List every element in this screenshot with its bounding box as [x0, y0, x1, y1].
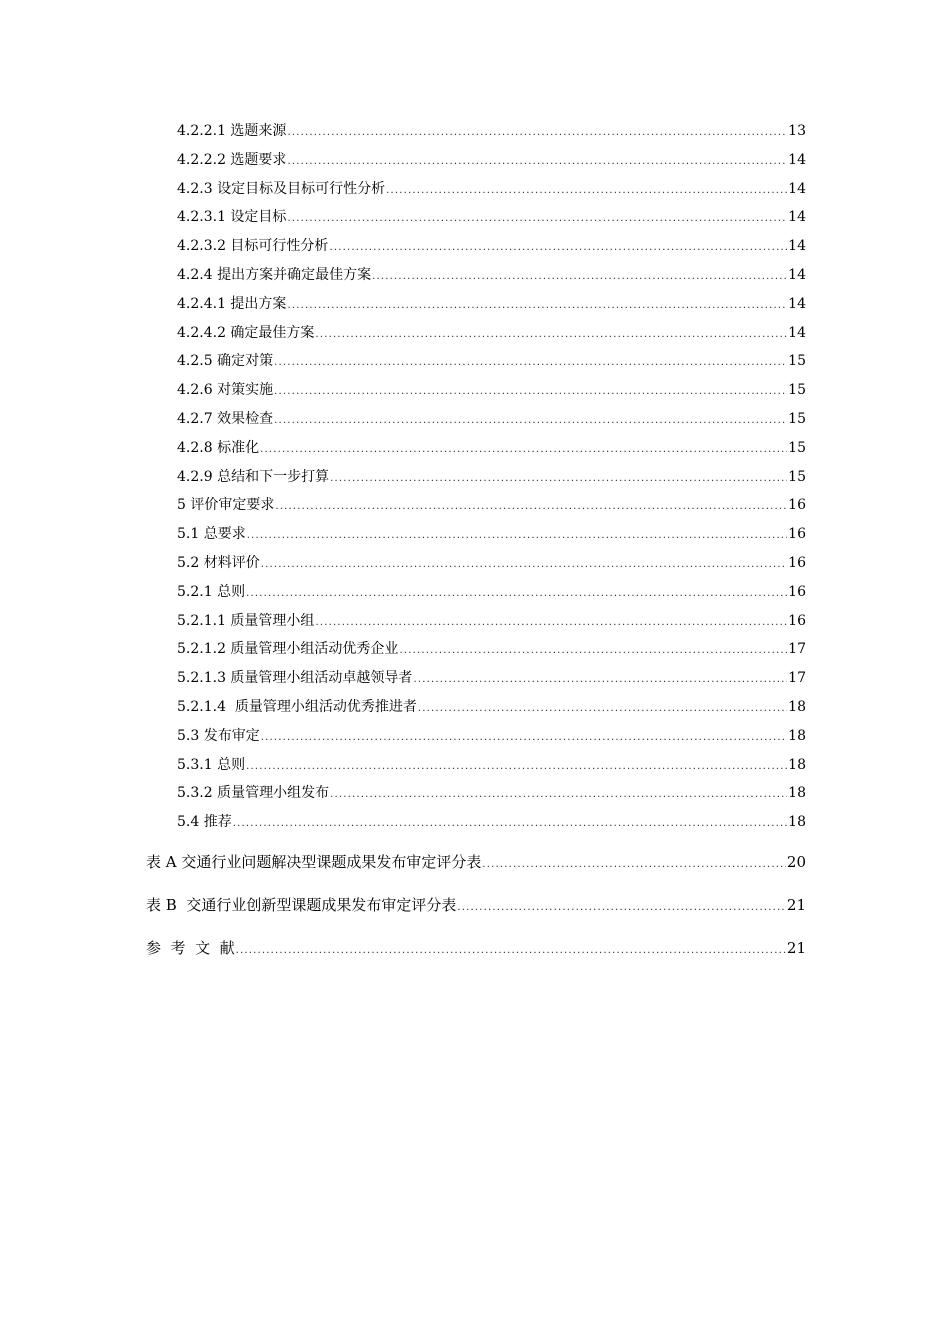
toc-entry-title: 5.2.1.3 质量管理小组活动卓越领导者 [177, 670, 413, 687]
toc-entry-page: 21 [786, 896, 806, 914]
toc-dot-leader [457, 896, 786, 920]
toc-entry-page: 15 [788, 382, 806, 399]
toc-entry[interactable] [177, 810, 806, 834]
toc-dot-leader [260, 438, 787, 462]
toc-dot-leader [315, 611, 787, 635]
toc-entry-title: 4.2.9 总结和下一步打算 [177, 468, 330, 485]
toc-entry-title: 4.2.8 标准化 [177, 439, 260, 456]
toc-entry-page: 18 [788, 699, 806, 715]
toc-entry-title: 4.2.3.2 目标可行性分析 [177, 238, 329, 255]
toc-entry-page: 16 [788, 612, 806, 629]
toc-dot-leader [233, 812, 787, 836]
toc-entry-title: 5 评价审定要求 [177, 497, 275, 514]
toc-entry-title: 5.2 材料评价 [177, 555, 260, 571]
toc-dot-leader [287, 294, 787, 318]
toc-appendix-entry[interactable] [146, 893, 806, 917]
toc-entry-title: 5.2.1.1 质量管理小组 [177, 612, 315, 629]
toc-entry-title: 5.3 发布审定 [177, 727, 260, 744]
toc-dot-leader [261, 553, 787, 577]
toc-entry[interactable] [177, 609, 806, 633]
toc-entry-page: 14 [788, 295, 806, 312]
toc-entry-title: 参 考 文 献 [146, 939, 235, 957]
toc-dot-leader [413, 668, 787, 692]
toc-entry-title: 5.2.1 总则 [177, 583, 246, 600]
toc-entry[interactable] [177, 321, 806, 345]
toc-entry[interactable] [177, 781, 806, 805]
toc-entry[interactable] [177, 378, 806, 402]
toc-dot-leader [287, 207, 787, 231]
toc-entry-page: 16 [788, 526, 806, 543]
toc-entry-title: 5.3.1 总则 [177, 756, 246, 773]
toc-entry-page: 20 [786, 853, 806, 871]
toc-entry-page: 14 [788, 267, 806, 283]
toc-entry[interactable] [177, 349, 806, 373]
toc-entry-page: 16 [788, 583, 806, 600]
toc-entry-page: 13 [788, 123, 806, 139]
toc-entry[interactable] [177, 234, 806, 258]
toc-entry-page: 17 [788, 641, 806, 658]
toc-entry-page: 18 [788, 727, 806, 744]
toc-entry-title: 5.2.1.2 质量管理小组活动优秀企业 [177, 641, 399, 658]
toc-entry-title: 5.3.2 质量管理小组发布 [177, 785, 330, 802]
toc-entry-title: 5.4 推荐 [177, 814, 232, 831]
toc-entry-title: 4.2.2.2 选题要求 [177, 151, 287, 168]
toc-entry-title: 4.2.4 提出方案并确定最佳方案 [177, 267, 372, 283]
toc-entry[interactable] [177, 753, 806, 777]
toc-entry-title: 4.2.2.1 选题来源 [177, 123, 287, 139]
toc-entry-title: 4.2.7 效果检查 [177, 411, 274, 427]
toc-entry-title: 5.1 总要求 [177, 526, 246, 543]
toc-entry[interactable] [177, 148, 806, 172]
toc-entry[interactable] [177, 205, 806, 229]
toc-dot-leader [330, 467, 787, 491]
toc-dot-leader [386, 179, 787, 203]
toc-dot-leader [236, 939, 786, 963]
toc-entry-page: 18 [788, 814, 806, 831]
toc-entry-page: 14 [788, 180, 806, 197]
toc-entry[interactable] [177, 493, 806, 517]
toc-entry-title: 表 A 交通行业问题解决型课题成果发布审定评分表 [146, 853, 482, 871]
toc-dot-leader [274, 380, 787, 404]
toc-entry-title: 4.2.5 确定对策 [177, 353, 274, 370]
toc-appendix-entry[interactable] [146, 850, 806, 874]
toc-entry[interactable] [177, 724, 806, 748]
toc-entry-title: 4.2.4.2 确定最佳方案 [177, 324, 315, 341]
toc-entry-page: 18 [788, 785, 806, 802]
toc-dot-leader [275, 495, 787, 519]
toc-entry[interactable] [177, 465, 806, 489]
toc-entry-title: 表 B 交通行业创新型课题成果发布审定评分表 [146, 896, 457, 914]
toc-entry-page: 16 [788, 497, 806, 514]
toc-entry[interactable] [177, 666, 806, 690]
toc-dot-leader [274, 351, 787, 375]
toc-entry[interactable] [177, 407, 806, 431]
toc-dot-leader [372, 265, 787, 289]
toc-entry-page: 15 [788, 353, 806, 370]
toc-entry-title: 4.2.6 对策实施 [177, 382, 274, 399]
toc-entry[interactable] [177, 436, 806, 460]
toc-entry[interactable] [177, 292, 806, 316]
toc-entry-page: 17 [788, 670, 806, 687]
toc-entry-page: 15 [788, 439, 806, 456]
toc-entry-page: 15 [788, 411, 806, 427]
toc-entry[interactable] [177, 637, 806, 661]
toc-dot-leader [274, 409, 787, 433]
toc-entry[interactable] [177, 119, 806, 143]
toc-entry-title: 4.2.3.1 设定目标 [177, 209, 287, 226]
toc-dot-leader [261, 726, 787, 750]
toc-entry[interactable] [177, 177, 806, 201]
toc-entry-page: 14 [788, 151, 806, 168]
toc-dot-leader [287, 121, 787, 145]
toc-entry-title: 5.2.1.4 质量管理小组活动优秀推进者 [177, 699, 417, 715]
toc-entry-page: 21 [786, 939, 806, 957]
toc-dot-leader [329, 236, 787, 260]
toc-entry[interactable] [177, 580, 806, 604]
toc-dot-leader [246, 755, 787, 779]
toc-entry[interactable] [177, 522, 806, 546]
toc-entry-page: 14 [788, 238, 806, 255]
toc-references-entry[interactable] [146, 936, 806, 960]
toc-entry-page: 14 [788, 209, 806, 226]
toc-dot-leader [315, 323, 787, 347]
toc-entry-page: 16 [788, 555, 806, 571]
toc-entry[interactable] [177, 263, 806, 287]
toc-entry[interactable] [177, 551, 806, 575]
toc-entry-page: 18 [788, 756, 806, 773]
toc-dot-leader [482, 853, 786, 877]
toc-dot-leader [330, 783, 787, 807]
toc-entry-page: 14 [788, 324, 806, 341]
toc-dot-leader [247, 524, 787, 548]
toc-entry-title: 4.2.4.1 提出方案 [177, 295, 287, 312]
toc-dot-leader [418, 697, 787, 721]
toc-dot-leader [287, 150, 787, 174]
toc-dot-leader [399, 639, 787, 663]
toc-entry-title: 4.2.3 设定目标及目标可行性分析 [177, 180, 386, 197]
toc-dot-leader [246, 582, 787, 606]
toc-entry-page: 15 [788, 468, 806, 485]
toc-entry[interactable] [177, 695, 806, 719]
